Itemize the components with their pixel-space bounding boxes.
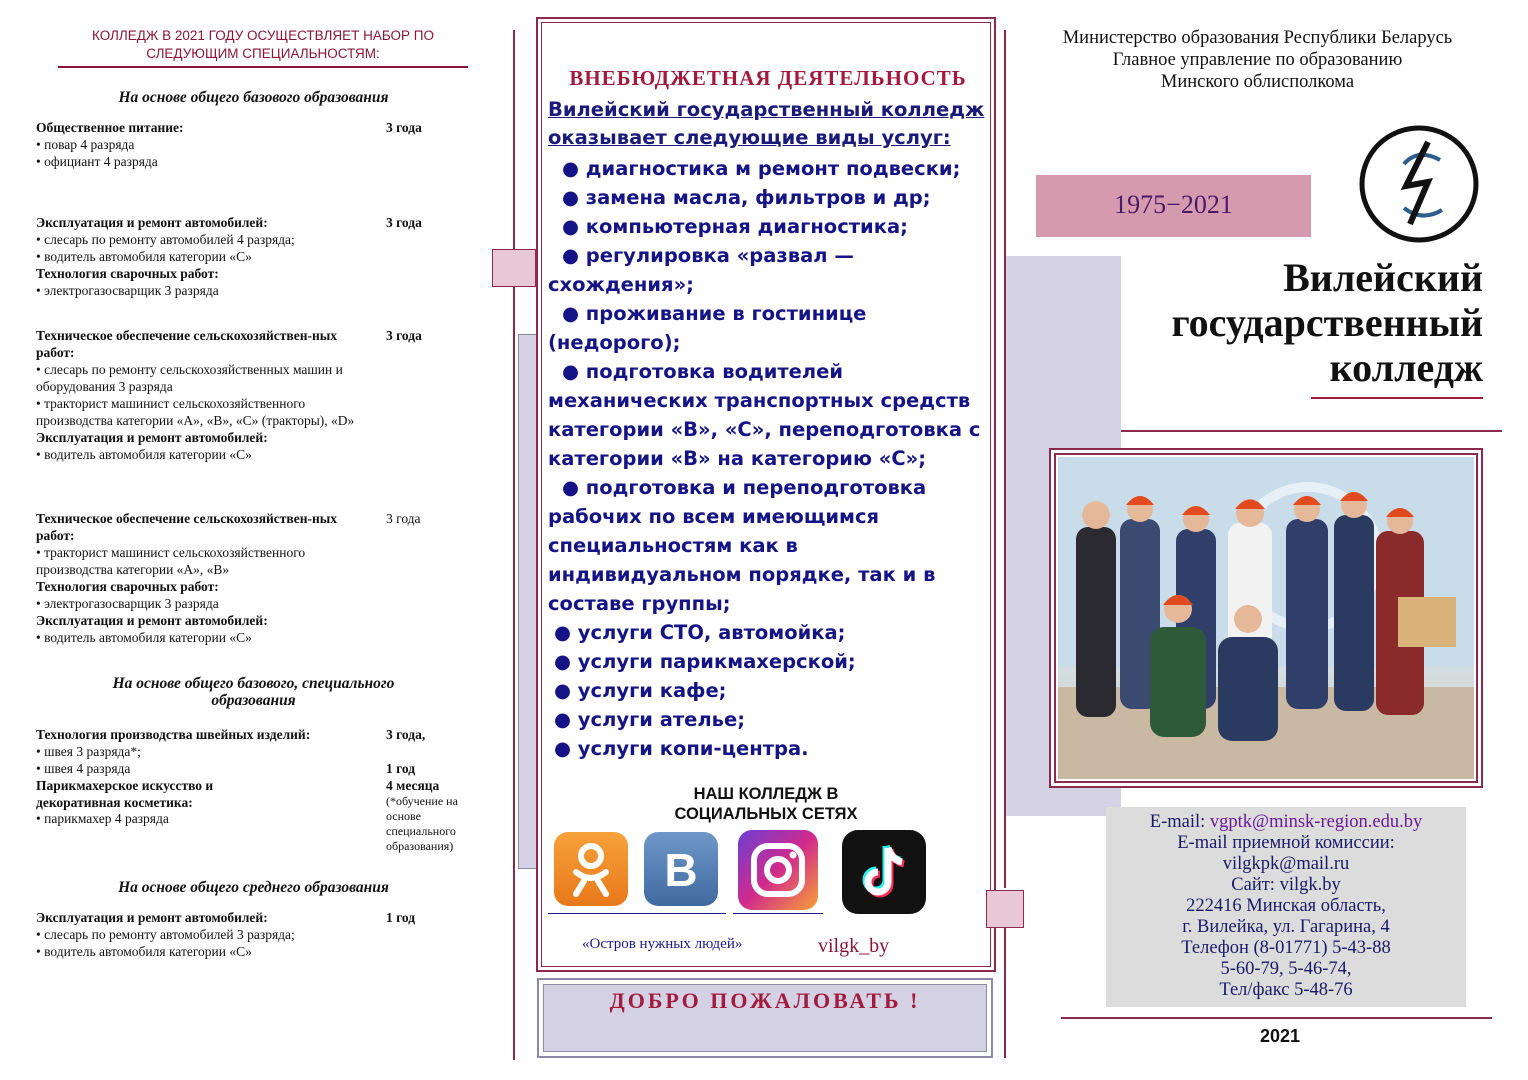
- decor-square: [492, 249, 536, 287]
- program-auto-repair-secondary: [36, 909, 476, 960]
- services-list: [548, 154, 988, 763]
- admission-email-label: E-mail приемной комиссии:: [1177, 833, 1395, 853]
- social-handle[interactable]: vilgk_by: [818, 935, 890, 957]
- qualification: • повар 4 разряда: [36, 137, 135, 152]
- link-underline: [733, 913, 823, 914]
- qualification: • тракторист машинист сельскохозяйственного производства категории «А», «В»: [36, 545, 306, 577]
- program-agri-tech-2: [36, 510, 476, 646]
- qualification: • водитель автомобиля категории «С»: [36, 249, 252, 264]
- left-divider-line: [513, 30, 515, 1060]
- program-name: Техническое обеспечение сельскохозяйствен-ных работ:: [36, 328, 338, 360]
- service-item: ● регулировка «развал — схождения»;: [548, 244, 854, 296]
- program-name: Общественное питание:: [36, 120, 184, 135]
- service-item: ● подготовка и переподготовка рабочих по всем имеющимся специальностям как в индивидуальном порядке, так и в составе группы;: [548, 476, 936, 615]
- service-item: ● проживание в гостинице (недорого);: [548, 302, 867, 354]
- contact-info: [1106, 812, 1466, 1001]
- group-photo: [1058, 457, 1474, 779]
- program-duration: 1 год: [386, 910, 416, 925]
- tiktok-icon[interactable]: [842, 830, 926, 914]
- program-duration: 3 года,: [386, 727, 426, 742]
- program-name: Технология производства швейных изделий:: [36, 727, 311, 742]
- qualification: • тракторист машинист сельскохозяйственного производства категории «А», «В», «С» (тракторы), «D»: [36, 396, 355, 428]
- college-name-line: Вилейский: [1283, 255, 1483, 300]
- qualification: • электрогазосварщик 3 разряда: [36, 283, 219, 298]
- qualification: • водитель автомобиля категории «С»: [36, 944, 252, 959]
- program-duration: 4 месяца: [386, 778, 440, 793]
- section-basic-education: На основе общего базового образования: [118, 89, 389, 106]
- services-title: ВНЕБЮДЖЕТНАЯ ДЕЯТЕЛЬНОСТЬ: [569, 66, 967, 90]
- address-line: г. Вилейка, ул. Гагарина, 4: [1182, 917, 1390, 937]
- address-line: 222416 Минская область,: [1186, 896, 1386, 916]
- college-name-line: колледж: [1329, 345, 1483, 390]
- college-name-line: государственный: [1171, 300, 1483, 345]
- left-panel: [0, 0, 500, 1080]
- section-special-education: На основе общего базового, специального образования: [112, 675, 395, 709]
- qualification: • официант 4 разряда: [36, 154, 158, 169]
- service-item: ● услуги парикмахерской;: [554, 650, 856, 673]
- decor-bar: [518, 334, 538, 869]
- welcome-text: ДОБРО ПОЖАЛОВАТЬ !: [609, 988, 921, 1013]
- phone-line: Телефон (8-01771) 5-43-88: [1181, 938, 1391, 958]
- service-item: ● компьютерная диагностика;: [562, 215, 908, 238]
- decor-square: [986, 890, 1024, 928]
- program-duration: 1 год: [386, 761, 416, 776]
- program-duration: 3 года: [386, 215, 422, 230]
- fax-line: Тел/факс 5-48-76: [1219, 980, 1353, 1000]
- program-catering: [36, 119, 476, 170]
- program-duration: 3 года: [386, 511, 421, 526]
- program-name: Техническое обеспечение сельскохозяйствен-ных работ:: [36, 511, 338, 543]
- years-label: 1975−2021: [1114, 190, 1233, 219]
- qualification: • водитель автомобиля категории «С»: [36, 447, 252, 462]
- program-sewing: [36, 726, 476, 871]
- service-item: ● подготовка водителей механических транспортных средств категории «В», «С», переподготовка с категории «В» на категорию «С»;: [548, 360, 981, 470]
- service-item: ● замена масла, фильтров и др;: [562, 186, 931, 209]
- title-underline: [1311, 397, 1483, 399]
- ministry-line: Министерство образования Республики Беларусь: [1062, 28, 1453, 48]
- admission-email-link[interactable]: vilgkpk@mail.ru: [1222, 854, 1350, 874]
- qualification: • электрогазосварщик 3 разряда: [36, 596, 219, 611]
- sub-program-name: Эксплуатация и ремонт автомобилей:: [36, 430, 268, 445]
- program-auto-repair: [36, 214, 476, 299]
- publication-year: 2021: [1259, 1026, 1301, 1046]
- qualification: • слесарь по ремонту автомобилей 4 разряда;: [36, 232, 295, 247]
- header-divider: [58, 66, 468, 68]
- college-name: [1130, 255, 1483, 390]
- svg-text:B: B: [664, 844, 698, 896]
- bottom-divider-line: [1061, 1017, 1492, 1019]
- footnote: (*обучение на основе специального образования): [386, 794, 458, 853]
- service-item: ● услуги копи-центра.: [554, 737, 809, 760]
- qualification: • слесарь по ремонту автомобилей 3 разряда;: [36, 927, 295, 942]
- program-duration: 3 года: [386, 120, 422, 135]
- sub-program-name: Технология сварочных работ:: [36, 579, 219, 594]
- right-divider-line: [1121, 430, 1502, 432]
- qualification: • парикмахер 4 разряда: [36, 811, 169, 826]
- qualification: • слесарь по ремонту сельскохозяйственных машин и оборудования 3 разряда: [36, 362, 343, 394]
- service-item: ● услуги кафе;: [554, 679, 727, 702]
- vkontakte-icon[interactable]: [644, 832, 718, 906]
- service-item: ● услуги СТО, автомойка;: [554, 621, 846, 644]
- qualification: • швея 4 разряда: [36, 761, 131, 776]
- ministry-header: [1030, 27, 1485, 93]
- service-item: ● диагностика м ремонт подвески;: [562, 157, 961, 180]
- program-duration: 3 года: [386, 328, 422, 343]
- qualification: • швея 3 разряда*;: [36, 744, 141, 759]
- college-logo: [1356, 124, 1482, 244]
- admission-header: КОЛЛЕДЖ В 2021 ГОДУ ОСУЩЕСТВЛЯЕТ НАБОР ПО СЛЕДУЮЩИМ СПЕЦИАЛЬНОСТЯМ:: [91, 28, 435, 61]
- odnoklassniki-icon[interactable]: [554, 832, 628, 906]
- ministry-line: Главное управление по образованию: [1112, 50, 1403, 70]
- email-label: E-mail:: [1149, 812, 1206, 832]
- website-link[interactable]: Сайт: vilgk.by: [1231, 875, 1341, 895]
- program-name: Парикмахерское искусство и декоративная косметика:: [36, 778, 214, 810]
- middle-divider-line: [1004, 928, 1006, 1058]
- link-underline: [548, 913, 726, 914]
- sub-program-name: Эксплуатация и ремонт автомобилей:: [36, 613, 268, 628]
- sub-program-name: Технология сварочных работ:: [36, 266, 219, 281]
- service-item: ● услуги ателье;: [554, 708, 746, 731]
- section-secondary-education: На основе общего среднего образования: [118, 879, 389, 896]
- instagram-icon[interactable]: [738, 830, 818, 910]
- program-name: Эксплуатация и ремонт автомобилей:: [36, 910, 268, 925]
- email-link[interactable]: vgptk@minsk-region.edu.by: [1209, 812, 1423, 832]
- services-intro: Вилейский государственный колледж оказывает следующие виды услуг:: [548, 98, 985, 149]
- qualification: • водитель автомобиля категории «С»: [36, 630, 252, 645]
- ministry-line: Минского облисполкома: [1160, 72, 1355, 92]
- program-name: Эксплуатация и ремонт автомобилей:: [36, 215, 268, 230]
- social-title: НАШ КОЛЛЕДЖ В СОЦИАЛЬНЫХ СЕТЯХ: [674, 785, 858, 823]
- ok-group-link[interactable]: «Остров нужных людей»: [582, 936, 743, 952]
- program-agri-tech-1: [36, 327, 476, 463]
- phone-line: 5-60-79, 5-46-74,: [1220, 959, 1352, 979]
